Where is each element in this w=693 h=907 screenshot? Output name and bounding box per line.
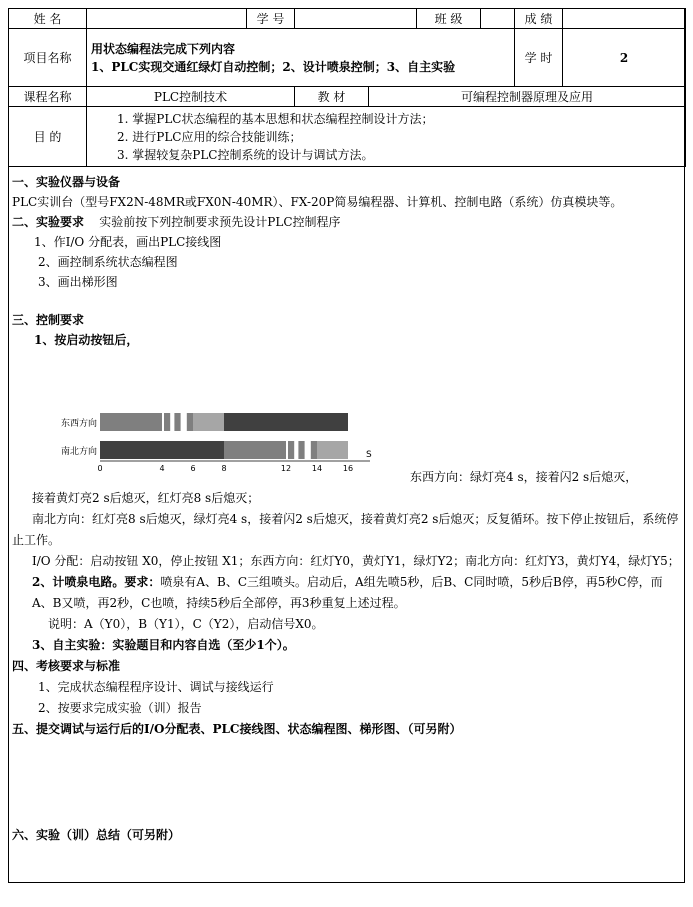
section2-item: 2、画控制系统状态编程图 bbox=[38, 255, 178, 269]
north-south-text: 南北方向：红灯亮8 s后熄灭，绿灯亮4 s，接着闪2 s后熄灭，接着黄灯亮2 s后熄灭；反复循环。按下停止按钮后，系统停止工作。 bbox=[12, 512, 679, 547]
tick-label: 6 bbox=[190, 464, 196, 473]
section1-title: 一、实验仪器与设备 bbox=[12, 175, 121, 189]
fountain-note: 说明：A（Y0），B（Y1），C（Y2），启动信号X0。 bbox=[48, 617, 324, 631]
section3-title: 三、控制要求 bbox=[12, 313, 85, 327]
name-field[interactable] bbox=[87, 9, 247, 29]
traffic-light-timing-chart bbox=[45, 405, 385, 475]
east-west-text: 东西方向：绿灯亮4 s，接着闪2 s后熄灭， bbox=[410, 470, 638, 484]
section6-title: 六、实验（训）总结（可另附） bbox=[12, 828, 181, 842]
timing-segment bbox=[317, 441, 348, 459]
control-details bbox=[12, 488, 682, 740]
section3-item2-title: 2、计喷泉电路。要求： bbox=[32, 575, 161, 589]
fountain-text: 喷泉有A、B、C三组喷头。启动后，A组先喷5秒，后B、C同时喷，5秒后B停，再5秒C停，而A、B又喷，再2秒，C也喷，持续5秒后全部停，再3秒重复上述过程。 bbox=[32, 575, 663, 610]
section2-intro: 实验前按下列控制要求预先设计PLC控制程序 bbox=[99, 215, 341, 229]
tick-label: 8 bbox=[221, 464, 227, 473]
tick-label: 0 bbox=[97, 464, 103, 473]
row-label: 东西方向 bbox=[60, 419, 97, 429]
tick-label: 4 bbox=[159, 464, 165, 473]
blink-segment bbox=[164, 413, 170, 431]
student-id-label: 学 号 bbox=[247, 9, 295, 29]
score-label: 成 绩 bbox=[515, 9, 563, 29]
textbook-value: 可编程控制器原理及应用 bbox=[369, 87, 686, 107]
blink-segment bbox=[311, 441, 317, 459]
blink-segment bbox=[187, 413, 193, 431]
blink-segment bbox=[298, 441, 304, 459]
project-label: 项目名称 bbox=[9, 29, 87, 87]
section1-text: PLC实训台（型号FX2N-48MR或FX0N-40MR）、FX-20P简易编程器、计算机、控制电路（系统）仿真模块等。 bbox=[12, 195, 623, 209]
course-value: PLC控制技术 bbox=[87, 87, 295, 107]
tick-label: 16 bbox=[342, 464, 354, 473]
purpose-list bbox=[87, 107, 686, 167]
timing-segment bbox=[224, 413, 348, 431]
course-label: 课程名称 bbox=[9, 87, 87, 107]
hours-value: 2 bbox=[563, 29, 686, 87]
io-allocation-text: I/O 分配：启动按钮 X0，停止按钮 X1；东西方向：红灯Y0，黄灯Y1，绿灯Y2；南北方向：红灯Y3，黄灯Y4，绿灯Y5； bbox=[32, 554, 680, 568]
score-field[interactable] bbox=[563, 9, 686, 29]
timing-segment bbox=[100, 441, 224, 459]
timing-segment bbox=[193, 413, 224, 431]
purpose-label: 目 的 bbox=[9, 107, 87, 167]
textbook-label: 教 材 bbox=[295, 87, 369, 107]
document-body bbox=[12, 172, 680, 350]
row-label: 南北方向 bbox=[60, 447, 97, 457]
blink-segment bbox=[174, 413, 180, 431]
name-label: 姓 名 bbox=[9, 9, 87, 29]
class-label: 班 级 bbox=[417, 9, 481, 29]
blink-segment bbox=[288, 441, 294, 459]
tick-label: 14 bbox=[311, 464, 323, 473]
project-title bbox=[87, 29, 515, 87]
section4-title: 四、考核要求与标准 bbox=[12, 659, 121, 673]
purpose-item: 2. 进行PLC应用的综合技能训练； bbox=[117, 129, 302, 144]
section2-item: 3、画出梯形图 bbox=[38, 275, 118, 289]
purpose-item: 1. 掌握PLC状态编程的基本思想和状态编程控制设计方法； bbox=[117, 111, 434, 126]
x-axis-label: S bbox=[366, 450, 372, 460]
section2-item: 1、作I/O 分配表，画出PLC接线图 bbox=[34, 235, 222, 249]
class-field[interactable] bbox=[481, 9, 515, 29]
section4-item: 2、按要求完成实验（训）报告 bbox=[38, 701, 202, 715]
project-title-line2: 1、PLC实现交通红绿灯自动控制；2、设计喷泉控制；3、自主实验 bbox=[91, 59, 456, 74]
section3-item3: 3、自主实验：实验题目和内容自选（至少1个）。 bbox=[32, 638, 295, 652]
student-id-field[interactable] bbox=[295, 9, 417, 29]
tick-label: 12 bbox=[280, 464, 292, 473]
purpose-item: 3. 掌握较复杂PLC控制系统的设计与调试方法。 bbox=[117, 147, 374, 162]
timing-segment bbox=[224, 441, 286, 459]
section5-title: 五、提交调试与运行后的I/O分配表、PLC接线图、状态编程图、梯形图、（可另附） bbox=[12, 722, 462, 736]
timing-segment bbox=[100, 413, 162, 431]
header-table bbox=[8, 8, 686, 167]
section2-title: 二、实验要求 bbox=[12, 215, 85, 229]
hours-label: 学 时 bbox=[515, 29, 563, 87]
east-west-text2: 接着黄灯亮2 s后熄灭，红灯亮8 s后熄灭； bbox=[32, 491, 260, 505]
project-title-line1: 用状态编程法完成下列内容 bbox=[91, 41, 236, 56]
section3-item1: 1、按启动按钮后， bbox=[34, 333, 139, 347]
section4-item: 1、完成状态编程程序设计、调试与接线运行 bbox=[38, 680, 274, 694]
